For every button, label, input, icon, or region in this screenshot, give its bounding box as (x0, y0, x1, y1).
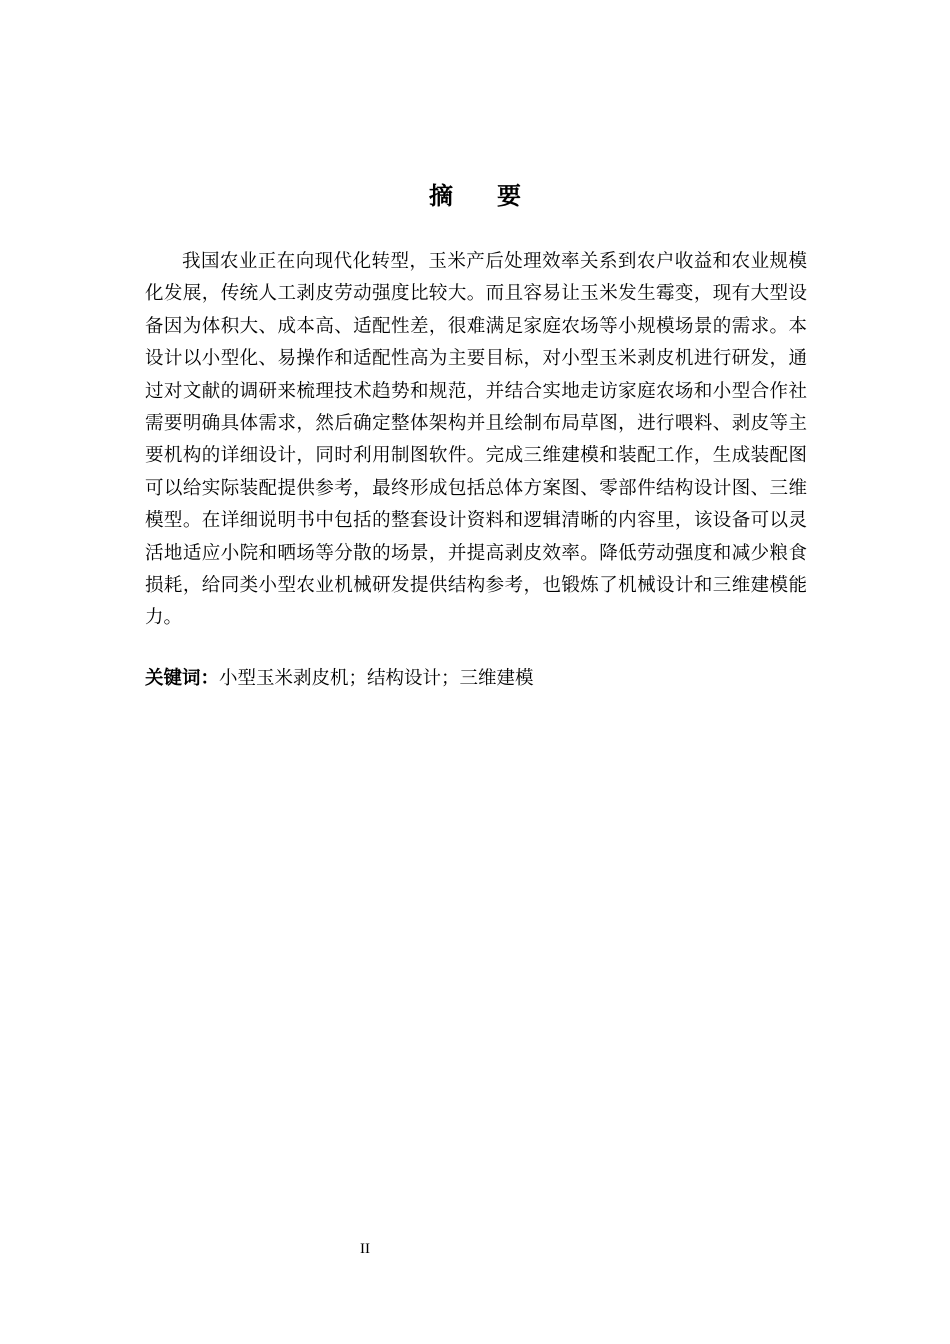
page-number: II (360, 1241, 370, 1257)
abstract-paragraph: 我国农业正在向现代化转型，玉米产后处理效率关系到农户收益和农业规模化发展，传统人工剥皮劳动强度比较大。而且容易让玉米发生霉变，现有大型设备因为体积大、成本高、适配性差，很难满足家庭农场等小规模场景的需求。本设计以小型化、易操作和适配性高为主要目标，对小型玉米剥皮机进行研发，通过对文献的调研来梳理技术趋势和规范，并结合实地走访家庭农场和小型合作社需要明确具体需求，然后确定整体架构并且绘制布局草图，进行喂料、剥皮等主要机构的详细设计，同时利用制图软件。完成三维建模和装配工作，生成装配图可以给实际装配提供参考，最终形成包括总体方案图、零部件结构设计图、三维模型。在详细说明书中包括的整套设计资料和逻辑清晰的内容里，该设备可以灵活地适应小院和晒场等分散的场景，并提高剥皮效率。降低劳动强度和减少粮食损耗，给同类小型农业机械研发提供结构参考，也锻炼了机械设计和三维建模能力。 (145, 251, 807, 629)
page-title: 摘要 (429, 182, 565, 210)
keywords-text: 小型玉米剥皮机；结构设计；三维建模 (219, 668, 534, 689)
keywords-line (145, 664, 807, 694)
keywords-label: 关键词： (145, 668, 220, 689)
